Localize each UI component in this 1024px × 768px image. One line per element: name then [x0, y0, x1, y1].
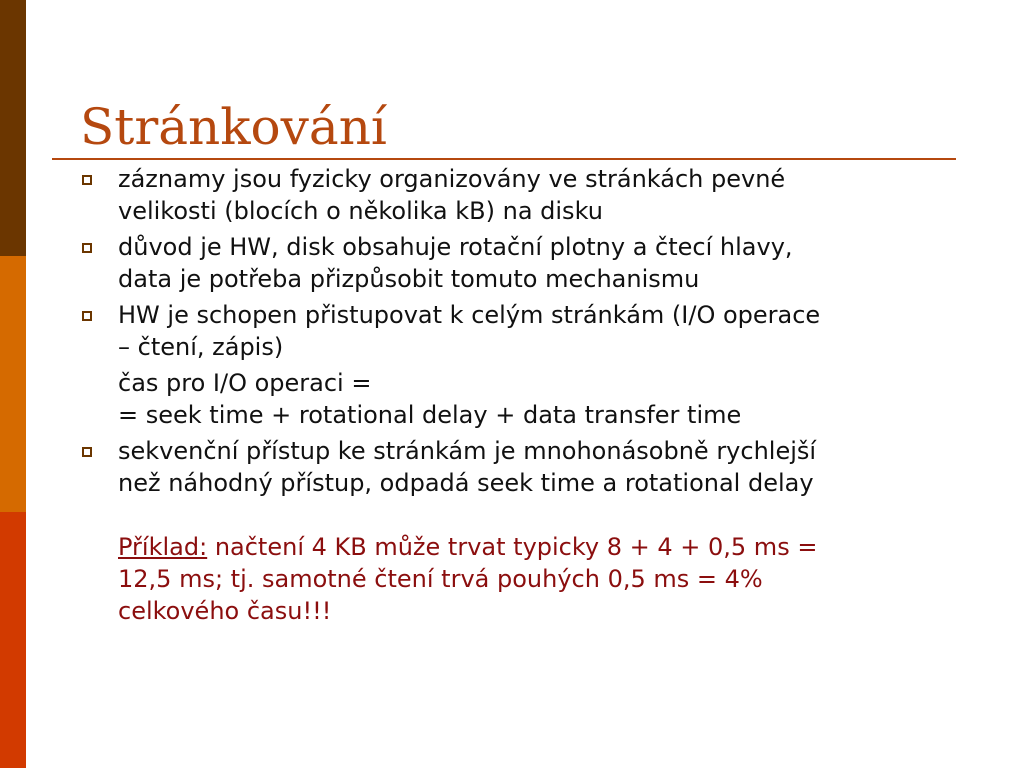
- io-time-formula: [80, 367, 980, 431]
- title-underline-rule: [52, 158, 956, 160]
- hollow-square-bullet-icon: [82, 175, 92, 185]
- example-label: Příklad:: [118, 533, 208, 561]
- slide-title: Stránkování: [80, 98, 387, 156]
- side-accent-bar-top: [0, 0, 26, 256]
- slide-body: [80, 163, 980, 631]
- hollow-square-bullet-icon: [82, 447, 92, 457]
- bullet-text-line: HW je schopen přistupovat k celým stránkám (I/O operace: [118, 301, 821, 329]
- bullet-item: [80, 435, 980, 499]
- bullet-text-line: – čtení, zápis): [118, 333, 284, 361]
- example-line: [118, 531, 980, 563]
- side-accent-bar-middle: [0, 256, 26, 512]
- side-accent-bar-bottom: [0, 512, 26, 768]
- bullet-text-line: než náhodný přístup, odpadá seek time a rotational delay: [118, 469, 814, 497]
- bullet-text-line: důvod je HW, disk obsahuje rotační plotny a čtecí hlavy,: [118, 233, 793, 261]
- formula-line: = seek time + rotational delay + data transfer time: [118, 401, 742, 429]
- example-block: [80, 531, 980, 627]
- bullet-item: [80, 299, 980, 363]
- bullet-item: [80, 163, 980, 227]
- bullet-text-line: záznamy jsou fyzicky organizovány ve stránkách pevné: [118, 165, 786, 193]
- formula-line: čas pro I/O operaci =: [118, 369, 372, 397]
- bullet-text-line: data je potřeba přizpůsobit tomuto mechanismu: [118, 265, 700, 293]
- example-text: načtení 4 KB může trvat typicky 8 + 4 + 0,5 ms =: [207, 533, 818, 561]
- hollow-square-bullet-icon: [82, 243, 92, 253]
- bullet-item: [80, 231, 980, 295]
- example-line: 12,5 ms; tj. samotné čtení trvá pouhých 0,5 ms = 4%: [118, 565, 763, 593]
- bullet-text-line: sekvenční přístup ke stránkám je mnohonásobně rychlejší: [118, 437, 817, 465]
- bullet-text-line: velikosti (blocích o několika kB) na disku: [118, 197, 603, 225]
- hollow-square-bullet-icon: [82, 311, 92, 321]
- example-line: celkového času!!!: [118, 597, 332, 625]
